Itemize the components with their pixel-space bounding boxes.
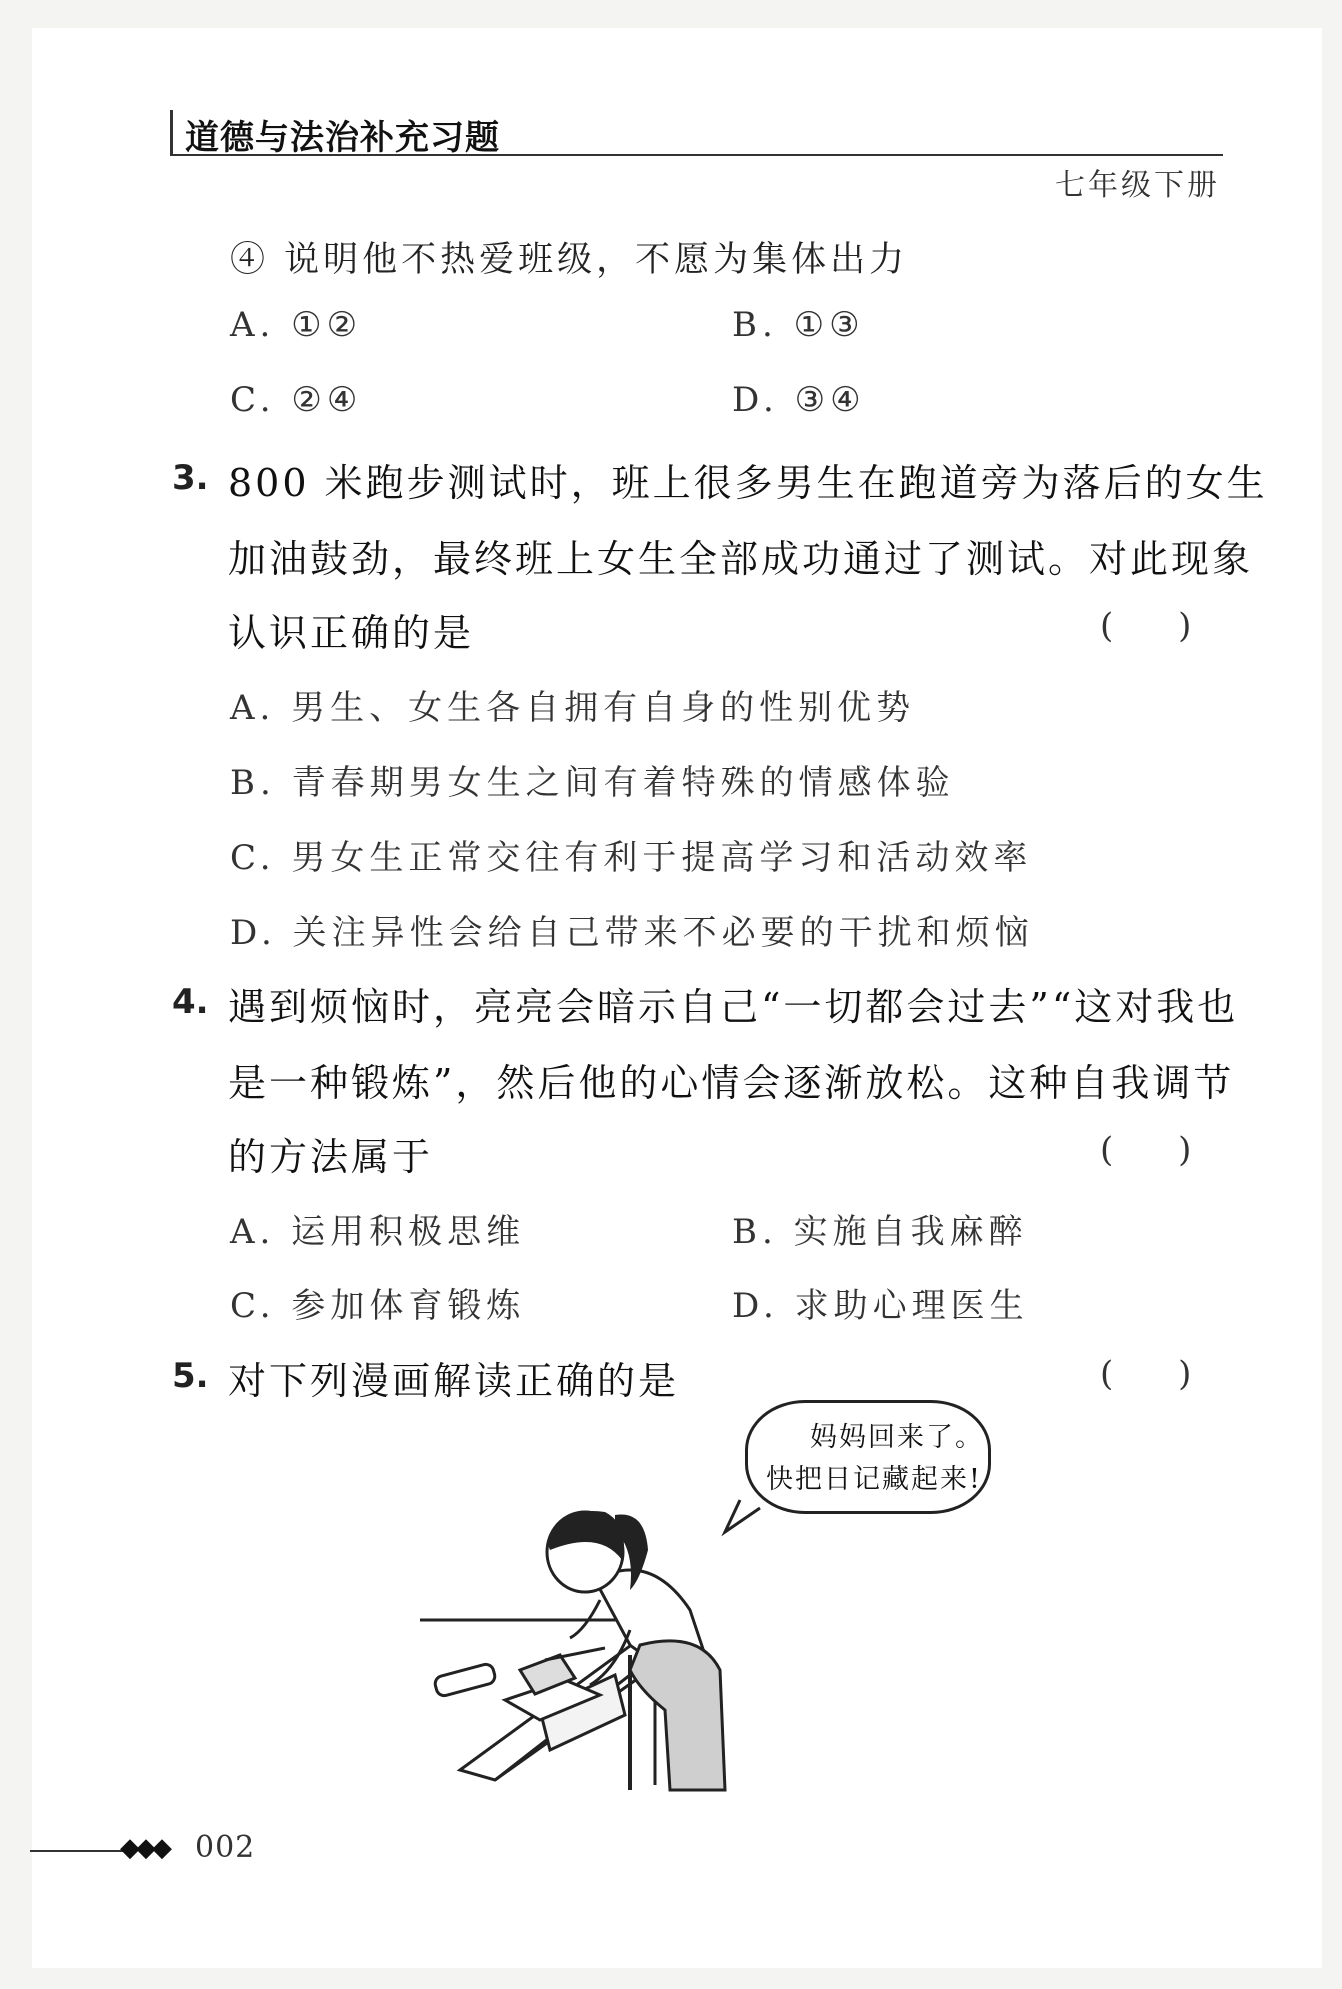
q3-stem-line-1: 800 米跑步测试时，班上很多男生在跑道旁为落后的女生 [228, 461, 1268, 505]
q4-stem-line-2: 是一种锻炼”，然后他的心情会逐渐放松。这种自我调节 [228, 1061, 1235, 1105]
remote-icon [433, 1663, 496, 1698]
footer-diamonds-icon: ◆◆◆ [120, 1833, 168, 1863]
q3-stem-line-2: 加油鼓劲，最终班上女生全部成功通过了测试。对此现象 [228, 537, 1254, 581]
cartoon-illustration [400, 1470, 840, 1800]
q5-number: 5. [172, 1356, 209, 1396]
q4-stem-line-3: 的方法属于 [228, 1135, 434, 1179]
q3-option-a: A. 男生、女生各自拥有自身的性别优势 [230, 688, 916, 728]
book-title: 道德与法治补充习题 [185, 118, 500, 158]
q3-answer-blank[interactable]: ( ) [1100, 606, 1192, 646]
q4-stem-line-1: 遇到烦恼时，亮亮会暗示自己“一切都会过去”“这对我也 [228, 985, 1239, 1029]
footer-rule [30, 1850, 130, 1852]
q4-option-d: D. 求助心理医生 [732, 1286, 1029, 1326]
q4-option-c: C. 参加体育锻炼 [230, 1286, 526, 1326]
q2-option-c: C. ②④ [230, 380, 363, 420]
page-number: 002 [195, 1830, 256, 1865]
q2-option-d: D. ③④ [732, 380, 866, 420]
q4-option-a: A. 运用积极思维 [230, 1212, 526, 1252]
bubble-line-2: 快把日记藏起来! [766, 1464, 982, 1495]
q3-stem-line-3: 认识正确的是 [228, 611, 475, 655]
q4-number: 4. [172, 982, 209, 1022]
pen [545, 1648, 605, 1660]
q2-option-b: B. ①③ [732, 305, 865, 345]
girl-pants [630, 1641, 725, 1790]
bubble-tail [725, 1500, 760, 1532]
q5-stem: 对下列漫画解读正确的是 [228, 1359, 680, 1403]
q3-option-b: B. 青春期男女生之间有着特殊的情感体验 [230, 763, 955, 803]
header-bar [170, 110, 1223, 156]
q4-option-b: B. 实施自我麻醉 [732, 1212, 1028, 1252]
q4-answer-blank[interactable]: ( ) [1100, 1130, 1192, 1170]
q5-answer-blank[interactable]: ( ) [1100, 1354, 1192, 1394]
bubble-line-1: 妈妈回来了。 [810, 1422, 984, 1453]
q3-option-c: C. 男女生正常交往有利于提高学习和活动效率 [230, 838, 1033, 878]
q2-option-a: A. ①② [230, 305, 363, 345]
q3-number: 3. [172, 458, 209, 498]
q3-option-d: D. 关注异性会给自己带来不必要的干扰和烦恼 [230, 913, 1034, 953]
grade-label: 七年级下册 [1055, 168, 1220, 203]
q2-statement-4: ④ 说明他不热爱班级，不愿为集体出力 [230, 240, 909, 280]
